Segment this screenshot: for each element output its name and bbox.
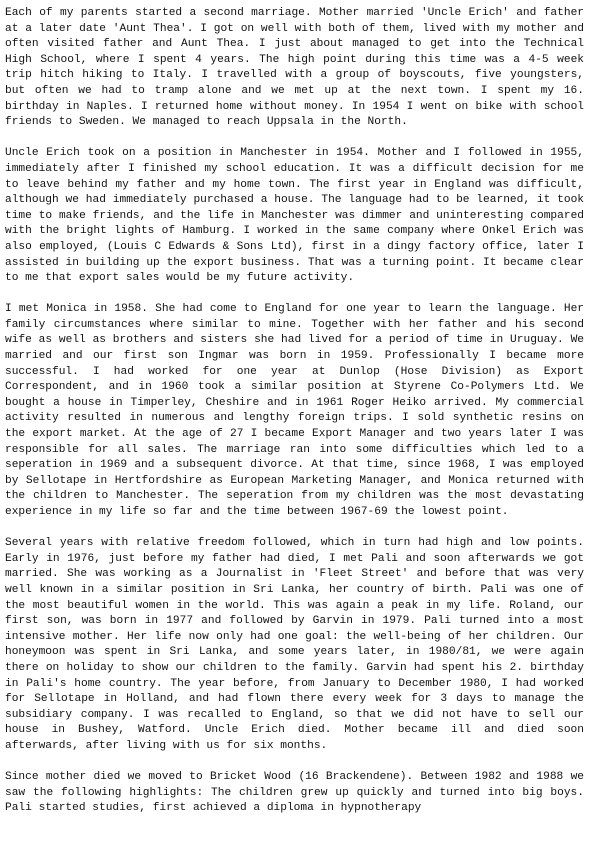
paragraph-bricket-wood: Since mother died we moved to Bricket Wood (16 Brackendene). Between 1982 and 1988 we saw the following highlights: The children grew up quickly and turned into big boys. Pali started studies, first achieved a diploma in hypnotherapy (5, 771, 584, 815)
paragraph-childhood-and-travels: Each of my parents started a second marriage. Mother married 'Uncle Erich' and father at a later date 'Aunt Thea'. I got on well with both of them, lived with my mother and often visited father and Aunt Thea. I just about managed to get into the Technical High School, where I spent 4 years. The high point during this time was a 4-5 week trip hitch hiking to Italy. I travelled with a group of boyscouts, five youngsters, but often we had to tramp alone and we met up at the next town. I spent my 16. birthday in Naples. I returned home without money. In 1954 I went on bike with school friends to Sweden. We managed to reach Uppsala in the North. (5, 7, 584, 129)
paragraph-move-to-manchester: Uncle Erich took on a position in Manchester in 1954. Mother and I followed in 1955, immediately after I finished my school education. It was a difficult decision for me to leave behind my father and my home town. The first year in England was difficult, although we had immediately purchased a house. The language had to be learned, it took time to make friends, and the life in Manchester was dimmer and uninteresting compared with the bright lights of Hamburg. I worked in the same company where Onkel Erich was also employed, (Louis C Edwards & Sons Ltd), first in a dingy factory office, later I assisted in building up the export business. That was a turning point. It became clear to me that export sales would be my future activity. (5, 147, 584, 285)
paragraph-marriage-to-monica: I met Monica in 1958. She had come to England for one year to learn the language. Her family circumstances where similar to mine. Together with her father and his second wife as well as brothers and sisters she had lived for a period of time in Uruguay. We married and our first son Ingmar was born in 1959. Professionally I became more successful. I had worked for one year at Dunlop (Hose Division) as Export Correspondent, and in 1960 took a similar position at Styrene Co-Polymers Ltd. We bought a house in Timperley, Cheshire and in 1961 Roger Heiko arrived. My commercial activity resulted in numerous and lengthy foreign trips. I sold synthetic resins on the export market. At the age of 27 I became Export Manager and two years later I was responsible for all sales. The marriage ran into some difficulties which led to a seperation in 1969 and a subsequent divorce. At that time, since 1968, I was employed by Sellotape in Hertfordshire as European Marketing Manager, and Monica returned with the children to Manchester. The seperation from my children was the most devastating experience in my life so far and the time between 1967-69 the lowest point. (5, 303, 584, 518)
paragraph-marriage-to-pali: Several years with relative freedom followed, which in turn had high and low points. Early in 1976, just before my father had died, I met Pali and soon afterwards we got married. She was working as a Journalist in 'Fleet Street' and before that was very well known in a similar position in Sri Lanka, her country of birth. Pali was one of the most beautiful women in the world. This was again a peak in my life. Roland, our first son, was born in 1977 and followed by Garvin in 1979. Pali turned into a most intensive mother. Her life now only had one goal: the well-being of her children. Our honeymoon was spent in Sri Lanka, and some years later, in 1980/81, we were again there on holiday to show our children to the family. Garvin had spent his 2. birthday in Pali's home country. The year before, from January to December 1980, I had worked for Sellotape in Holland, and had flown there every week for 3 days to manage the subsidiary company. I was recalled to England, so that we did not have to sell our house in Bushey, Watford. Uncle Erich died. Mother became ill and died soon afterwards, after living with us for six months. (5, 537, 584, 752)
